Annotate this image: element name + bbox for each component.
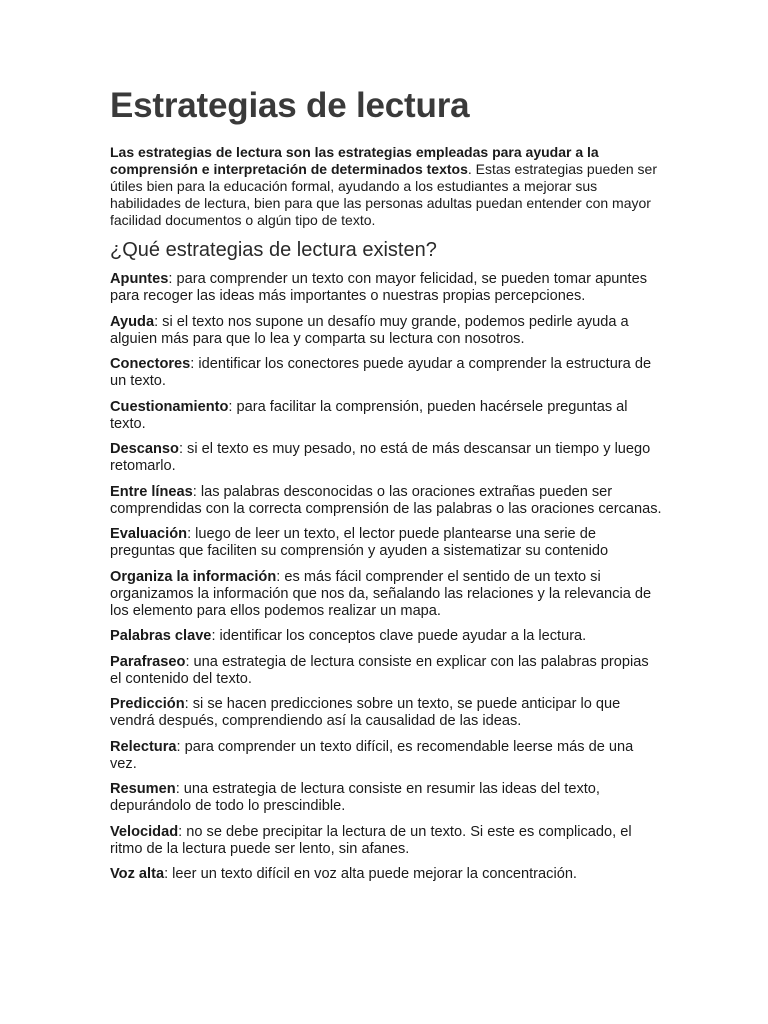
- strategy-term: Voz alta: [110, 866, 165, 882]
- strategy-term: Conectores: [110, 356, 191, 372]
- strategy-description: : luego de leer un texto, el lector puede plantearse una serie de preguntas que faciliten su comprensión y ayuden a sistematizar su contenido: [110, 526, 609, 559]
- strategy-item-entre-lineas: [110, 484, 662, 518]
- strategy-description: : identificar los conectores puede ayudar a comprender la estructura de un texto.: [110, 356, 652, 389]
- strategy-description: : no se debe precipitar la lectura de un texto. Si este es complicado, el ritmo de la lectura puede ser lento, sin afanes.: [110, 823, 632, 857]
- strategy-description: : las palabras desconocidas o las oraciones extrañas pueden ser comprendidas con la correcta comprensión de las palabras o las oraciones cercanas.: [110, 483, 662, 517]
- strategy-term: Palabras clave: [110, 628, 212, 644]
- strategy-description: : una estrategia de lectura consiste en resumir las ideas del texto, depurándolo de todo lo prescindible.: [110, 781, 600, 814]
- section-title: ¿Qué estrategias de lectura existen?: [110, 239, 437, 261]
- strategy-term: Entre líneas: [110, 483, 193, 500]
- strategy-item-conectores: [110, 356, 662, 390]
- strategy-term: Relectura: [110, 738, 177, 755]
- strategy-description: : para comprender un texto difícil, es recomendable leerse más de una vez.: [110, 738, 634, 772]
- strategy-description: : si el texto nos supone un desafío muy grande, podemos pedirle ayuda a alguien más para que lo lea y comparta su lectura con nosotros.: [110, 313, 629, 347]
- strategy-description: : para comprender un texto con mayor felicidad, se pueden tomar apuntes para recoger las ideas más importantes o nuestras propias percepciones.: [110, 271, 648, 304]
- strategy-item-descanso: [110, 441, 662, 475]
- strategy-term: Evaluación: [110, 526, 188, 542]
- strategy-item-relectura: [110, 739, 662, 773]
- strategy-item-apuntes: [110, 271, 662, 305]
- strategy-term: Organiza la información: [110, 568, 277, 585]
- intro-bold-text: Las estrategias de lectura son las estrategias empleadas para ayudar a la comprensión e interpretación de determinados textos: [110, 144, 599, 177]
- strategy-item-organiza: [110, 569, 662, 620]
- strategy-item-prediccion: [110, 696, 662, 730]
- strategy-description: : leer un texto difícil en voz alta puede mejorar la concentración.: [164, 866, 577, 882]
- strategy-term: Resumen: [110, 781, 176, 797]
- strategy-item-palabras-clave: [110, 628, 662, 645]
- strategy-description: : si se hacen predicciones sobre un texto, se puede anticipar lo que vendrá después, comprendiendo así la causalidad de las ideas.: [110, 696, 621, 729]
- intro-paragraph: [110, 144, 662, 229]
- strategy-term: Velocidad: [110, 823, 179, 840]
- strategy-item-parafraseo: [110, 654, 662, 688]
- strategy-description: : es más fácil comprender el sentido de un texto si organizamos la información que nos da, señalando las relaciones y la relevancia de los elemento para ellos podemos realizar un mapa.: [110, 568, 652, 619]
- strategy-item-cuestionamiento: [110, 399, 662, 433]
- strategy-item-resumen: [110, 781, 662, 815]
- intro-text: . Estas estrategias pueden ser útiles bien para la educación formal, ayudando a los estudiantes a mejorar sus habilidades de lectura, bien para que las personas adultas puedan entender con mayor facilidad documentos o algún tipo de texto.: [110, 161, 657, 228]
- strategy-description: : para facilitar la comprensión, pueden hacérsele preguntas al texto.: [110, 398, 628, 432]
- strategy-term: Apuntes: [110, 271, 169, 287]
- document-page: [110, 86, 662, 892]
- strategy-item-ayuda: [110, 314, 662, 348]
- strategy-term: Descanso: [110, 441, 179, 457]
- page-title: Estrategias de lectura: [110, 86, 470, 125]
- strategy-term: Predicción: [110, 696, 185, 712]
- strategy-description: : si el texto es muy pesado, no está de más descansar un tiempo y luego retomarlo.: [110, 441, 651, 474]
- strategy-item-velocidad: [110, 824, 662, 858]
- strategy-description: : identificar los conceptos clave puede ayudar a la lectura.: [211, 628, 587, 644]
- strategy-term: Ayuda: [110, 313, 155, 330]
- strategy-term: Cuestionamiento: [110, 398, 229, 415]
- strategy-description: : una estrategia de lectura consiste en explicar con las palabras propias el contenido del texto.: [110, 653, 649, 687]
- strategy-item-voz-alta: [110, 866, 662, 883]
- strategy-term: Parafraseo: [110, 653, 186, 670]
- strategy-list: [110, 271, 662, 883]
- strategy-item-evaluacion: [110, 526, 662, 560]
